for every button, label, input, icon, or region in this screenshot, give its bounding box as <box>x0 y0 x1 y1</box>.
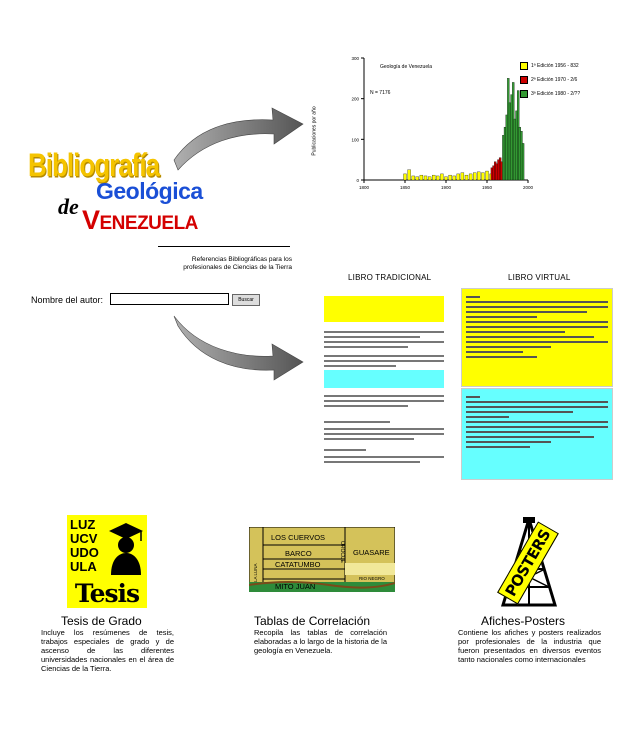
tesis-line-luz: LUZ <box>70 517 96 532</box>
tesis-badge-word: Tesis <box>74 579 140 608</box>
section-desc-posters: Contiene los afiches y posters realizados por profesionales de la industria que fueron presentados en diversos eventos tanto nacionales como internacionales <box>458 628 601 664</box>
histogram-ylabel: Publicaciones por año <box>311 106 318 156</box>
logo-de: de <box>58 194 79 219</box>
legend-label-2: 2ª Edición 1970 - 2/6 <box>531 77 578 83</box>
x-tick-label-2: 1900 <box>440 185 452 190</box>
trad-highlight-1 <box>324 296 444 322</box>
histogram-bar <box>428 177 431 180</box>
tagline-line-2: profesionales de Ciencias de la Tierra <box>183 264 292 271</box>
logo-bibliografia: Bibliografía <box>28 146 160 184</box>
graduate-icon <box>107 521 145 575</box>
histogram-bar <box>445 177 448 180</box>
col-head-traditional: LIBRO TRADICIONAL <box>348 273 432 282</box>
histogram-panel <box>311 48 608 220</box>
histogram-bar <box>408 170 411 180</box>
search-button[interactable]: Buscar <box>232 294 260 306</box>
formation-barco: BARCO <box>285 549 312 558</box>
histogram-legend <box>520 62 604 98</box>
histogram-bar <box>424 176 427 180</box>
histogram-bar <box>457 174 460 180</box>
histogram-bar <box>461 173 464 180</box>
formation-los-cuervos: LOS CUERVOS <box>271 533 326 542</box>
col-head-virtual: LIBRO VIRTUAL <box>508 273 571 282</box>
histogram-bar <box>416 177 419 180</box>
legend-label-1: 1ª Edición 1956 - 832 <box>531 63 579 69</box>
trad-entry-head <box>310 288 450 293</box>
legend-item-1 <box>520 62 604 70</box>
posters-badge-word: POSTERS <box>497 522 559 605</box>
histogram-bar <box>465 175 468 180</box>
formation-guasare: GUASARE <box>353 548 390 557</box>
histogram-bar <box>481 173 484 180</box>
y-tick-label-2: 200 <box>351 96 359 102</box>
histogram-bar <box>486 171 489 180</box>
histogram-bar <box>473 173 476 180</box>
virtual-card-2 <box>461 388 613 480</box>
formation-la-luna: LA LUNA <box>253 563 258 582</box>
logo-rule <box>158 246 290 247</box>
histogram-bar <box>420 175 423 180</box>
tesis-badge-lines <box>70 518 99 574</box>
x-tick-label-3: 1950 <box>481 185 493 190</box>
virtual-card-2-lines <box>462 389 612 456</box>
histogram-bar <box>432 175 435 180</box>
posters-badge[interactable] <box>493 517 565 607</box>
traditional-page <box>310 288 450 478</box>
histogram-bar <box>453 176 456 180</box>
author-input[interactable] <box>110 293 229 305</box>
section-desc-tesis: Incluye los resúmenes de tesis, trabajos especiales de grado y de ascenso de las diferentes universidades nacionales en el área de Ciencias de la Tierra. <box>41 628 174 673</box>
histogram-title: Geología de Venezuela <box>380 64 432 70</box>
histogram-bar <box>436 176 439 180</box>
legend-item-2 <box>520 76 604 84</box>
y-tick-label-0: 0 <box>356 178 359 183</box>
logo-geologica: Geológica <box>96 178 203 204</box>
formation-orocue: OROCUE <box>339 541 345 563</box>
x-tick-label-1: 1850 <box>399 185 411 190</box>
tagline-line-1: Referencias Bibliográficas para los <box>191 256 292 263</box>
trad-text-block-2 <box>324 392 444 466</box>
histogram-bar <box>449 175 452 180</box>
virtual-card-1 <box>461 288 613 387</box>
histogram-bar <box>469 174 472 180</box>
histogram-bar <box>404 174 407 180</box>
y-tick-label-1: 100 <box>351 137 359 143</box>
x-tick-label-4: 2000 <box>522 185 534 190</box>
y-tick-label-3: 300 <box>351 56 359 61</box>
formation-mito-juan: MITO JUAN <box>275 582 316 591</box>
arrow-to-books <box>168 308 318 388</box>
histogram-bar <box>522 143 524 180</box>
virtual-card-1-lines <box>462 289 612 366</box>
histogram-n: N = 7176 <box>370 90 391 96</box>
histogram-bar <box>440 174 443 180</box>
trad-highlight-2 <box>324 370 444 388</box>
section-title-posters[interactable]: Afiches-Posters <box>481 614 566 628</box>
author-label: Nombre del autor: <box>31 295 104 305</box>
legend-item-3 <box>520 90 604 98</box>
tagline <box>162 256 292 272</box>
section-title-tablas[interactable]: Tablas de Correlación <box>254 614 371 628</box>
logo-venezuela: Venezuela <box>82 205 198 235</box>
tesis-line-udo: UDO <box>70 545 99 560</box>
tesis-badge[interactable] <box>67 515 147 608</box>
section-title-tesis[interactable]: Tesis de Grado <box>61 614 142 628</box>
formation-rio-negro: RIO NEGRO <box>359 576 385 581</box>
histogram-bar <box>412 176 415 180</box>
legend-label-3: 3ª Edición 1980 - 2/?? <box>531 91 581 97</box>
correlation-table-image[interactable] <box>249 527 395 592</box>
tesis-line-ucv: UCV <box>70 531 98 546</box>
arrow-to-histogram <box>168 90 318 180</box>
section-desc-tablas: Recopila las tablas de correlación elaboradas a lo largo de la historia de la geología en Venezuela. <box>254 628 388 655</box>
histogram-bar <box>477 172 480 180</box>
formation-catatumbo: CATATUMBO <box>275 560 321 569</box>
x-tick-label-0: 1800 <box>358 185 370 190</box>
tesis-line-ula: ULA <box>70 559 97 574</box>
